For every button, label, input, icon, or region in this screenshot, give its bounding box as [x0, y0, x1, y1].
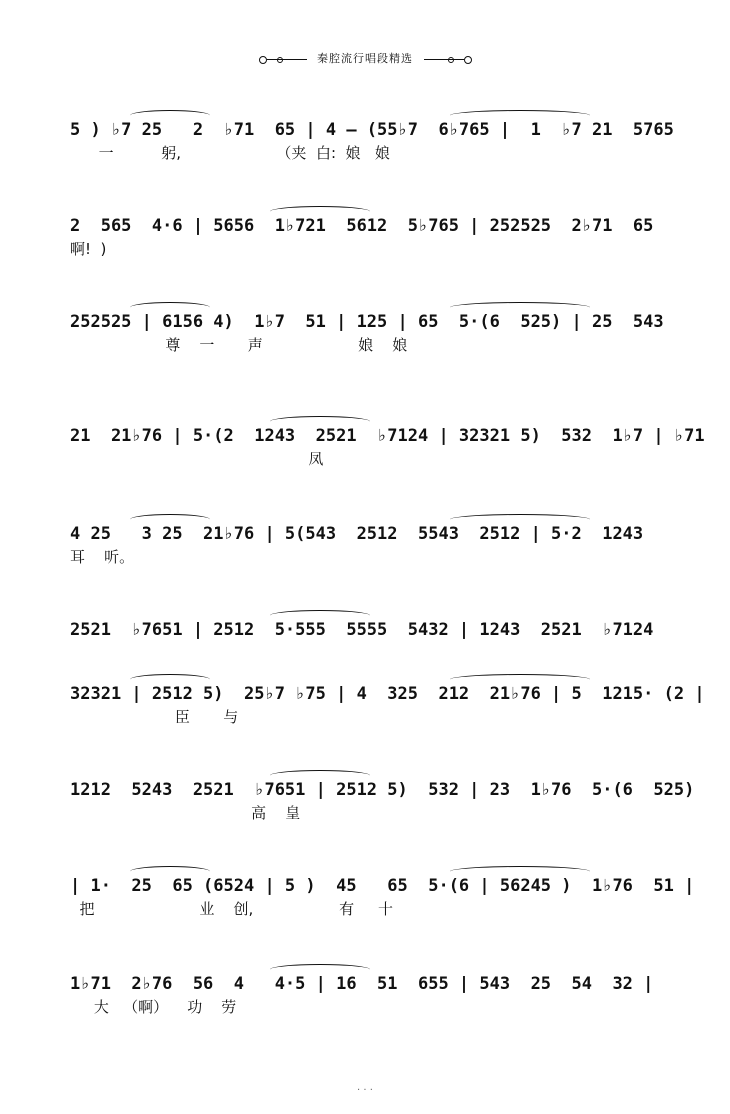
slur-mark [270, 964, 370, 975]
staff-system [70, 214, 690, 260]
notation-line: 2 565 4·6 | 5656 1♭721 5612 5♭765 | 252525 2♭71 65 [70, 214, 690, 238]
notation-line: 21 21♭76 | 5·(2 1243 2521 ♭7124 | 32321 5) 532 1♭7 | ♭71 [70, 424, 690, 448]
page-number: · · · [357, 1085, 373, 1096]
slur-mark [450, 302, 590, 313]
staff-system [70, 310, 690, 356]
lyrics-line: 高 皇 [70, 804, 301, 822]
slur-mark [450, 110, 590, 121]
slur-mark [270, 416, 370, 427]
slur-mark [270, 206, 370, 217]
notation-line: | 1· 25 65 (6524 | 5 ) 45 65 5·(6 | 56245 ) 1♭76 51 | [70, 874, 690, 898]
lyrics-line: 把 业 创, 有 十 [70, 900, 393, 918]
staff-system [70, 874, 695, 920]
lyrics-line: 大 （啊） 功 劳 [70, 998, 237, 1016]
slur-mark [270, 610, 370, 621]
header-title: 秦腔流行唱段精选 [317, 52, 413, 65]
notation-line: 1212 5243 2521 ♭7651 | 2512 5) 532 | 23 1♭76 5·(6 525) [70, 778, 690, 802]
staff-system [70, 522, 690, 568]
staff-system [70, 682, 705, 728]
slur-mark [130, 302, 210, 313]
slur-mark [130, 866, 210, 877]
slur-mark [130, 674, 210, 685]
lyrics-line: 凤 [70, 450, 324, 468]
staff-system [70, 778, 695, 824]
lyrics-line: 啊! ) [70, 240, 107, 258]
slur-mark [450, 514, 590, 525]
notation-line: 2521 ♭7651 | 2512 5·555 5555 5432 | 1243 2521 ♭7124 [70, 618, 690, 642]
staff-system [70, 118, 690, 164]
lyrics-line: 一 躬, （夹 白: 娘 娘 [70, 144, 390, 162]
ornament-left-icon [267, 59, 307, 60]
notation-line: 252525 | 6156 4) 1♭7 51 | 125 | 65 5·(6 525) | 25 543 [70, 310, 690, 334]
lyrics-line [70, 642, 690, 664]
lyrics-line: 耳 听。 [70, 548, 135, 566]
ornament-right-icon [424, 59, 464, 60]
lyrics-line: 尊 一 声 娘 娘 [70, 336, 408, 354]
notation-line: 1♭71 2♭76 56 4 4·5 | 16 51 655 | 543 25 54 32 | [70, 972, 690, 996]
staff-system [70, 618, 690, 664]
staff-system [70, 972, 690, 1018]
notation-line: 5 ) ♭7 25 2 ♭71 65 | 4 — (55♭7 6♭765 | 1 ♭7 21 5765 [70, 118, 690, 142]
slur-mark [130, 110, 210, 121]
slur-mark [130, 514, 210, 525]
slur-mark [270, 770, 370, 781]
page-header [0, 50, 730, 66]
slur-mark [450, 674, 590, 685]
notation-line: 4 25 3 25 21♭76 | 5(543 2512 5543 2512 | 5·2 1243 [70, 522, 690, 546]
notation-line: 32321 | 2512 5) 25♭7 ♭75 | 4 325 212 21♭76 | 5 1215· (2 | [70, 682, 690, 706]
staff-system [70, 424, 705, 470]
slur-mark [450, 866, 590, 877]
lyrics-line: 臣 与 [70, 708, 239, 726]
